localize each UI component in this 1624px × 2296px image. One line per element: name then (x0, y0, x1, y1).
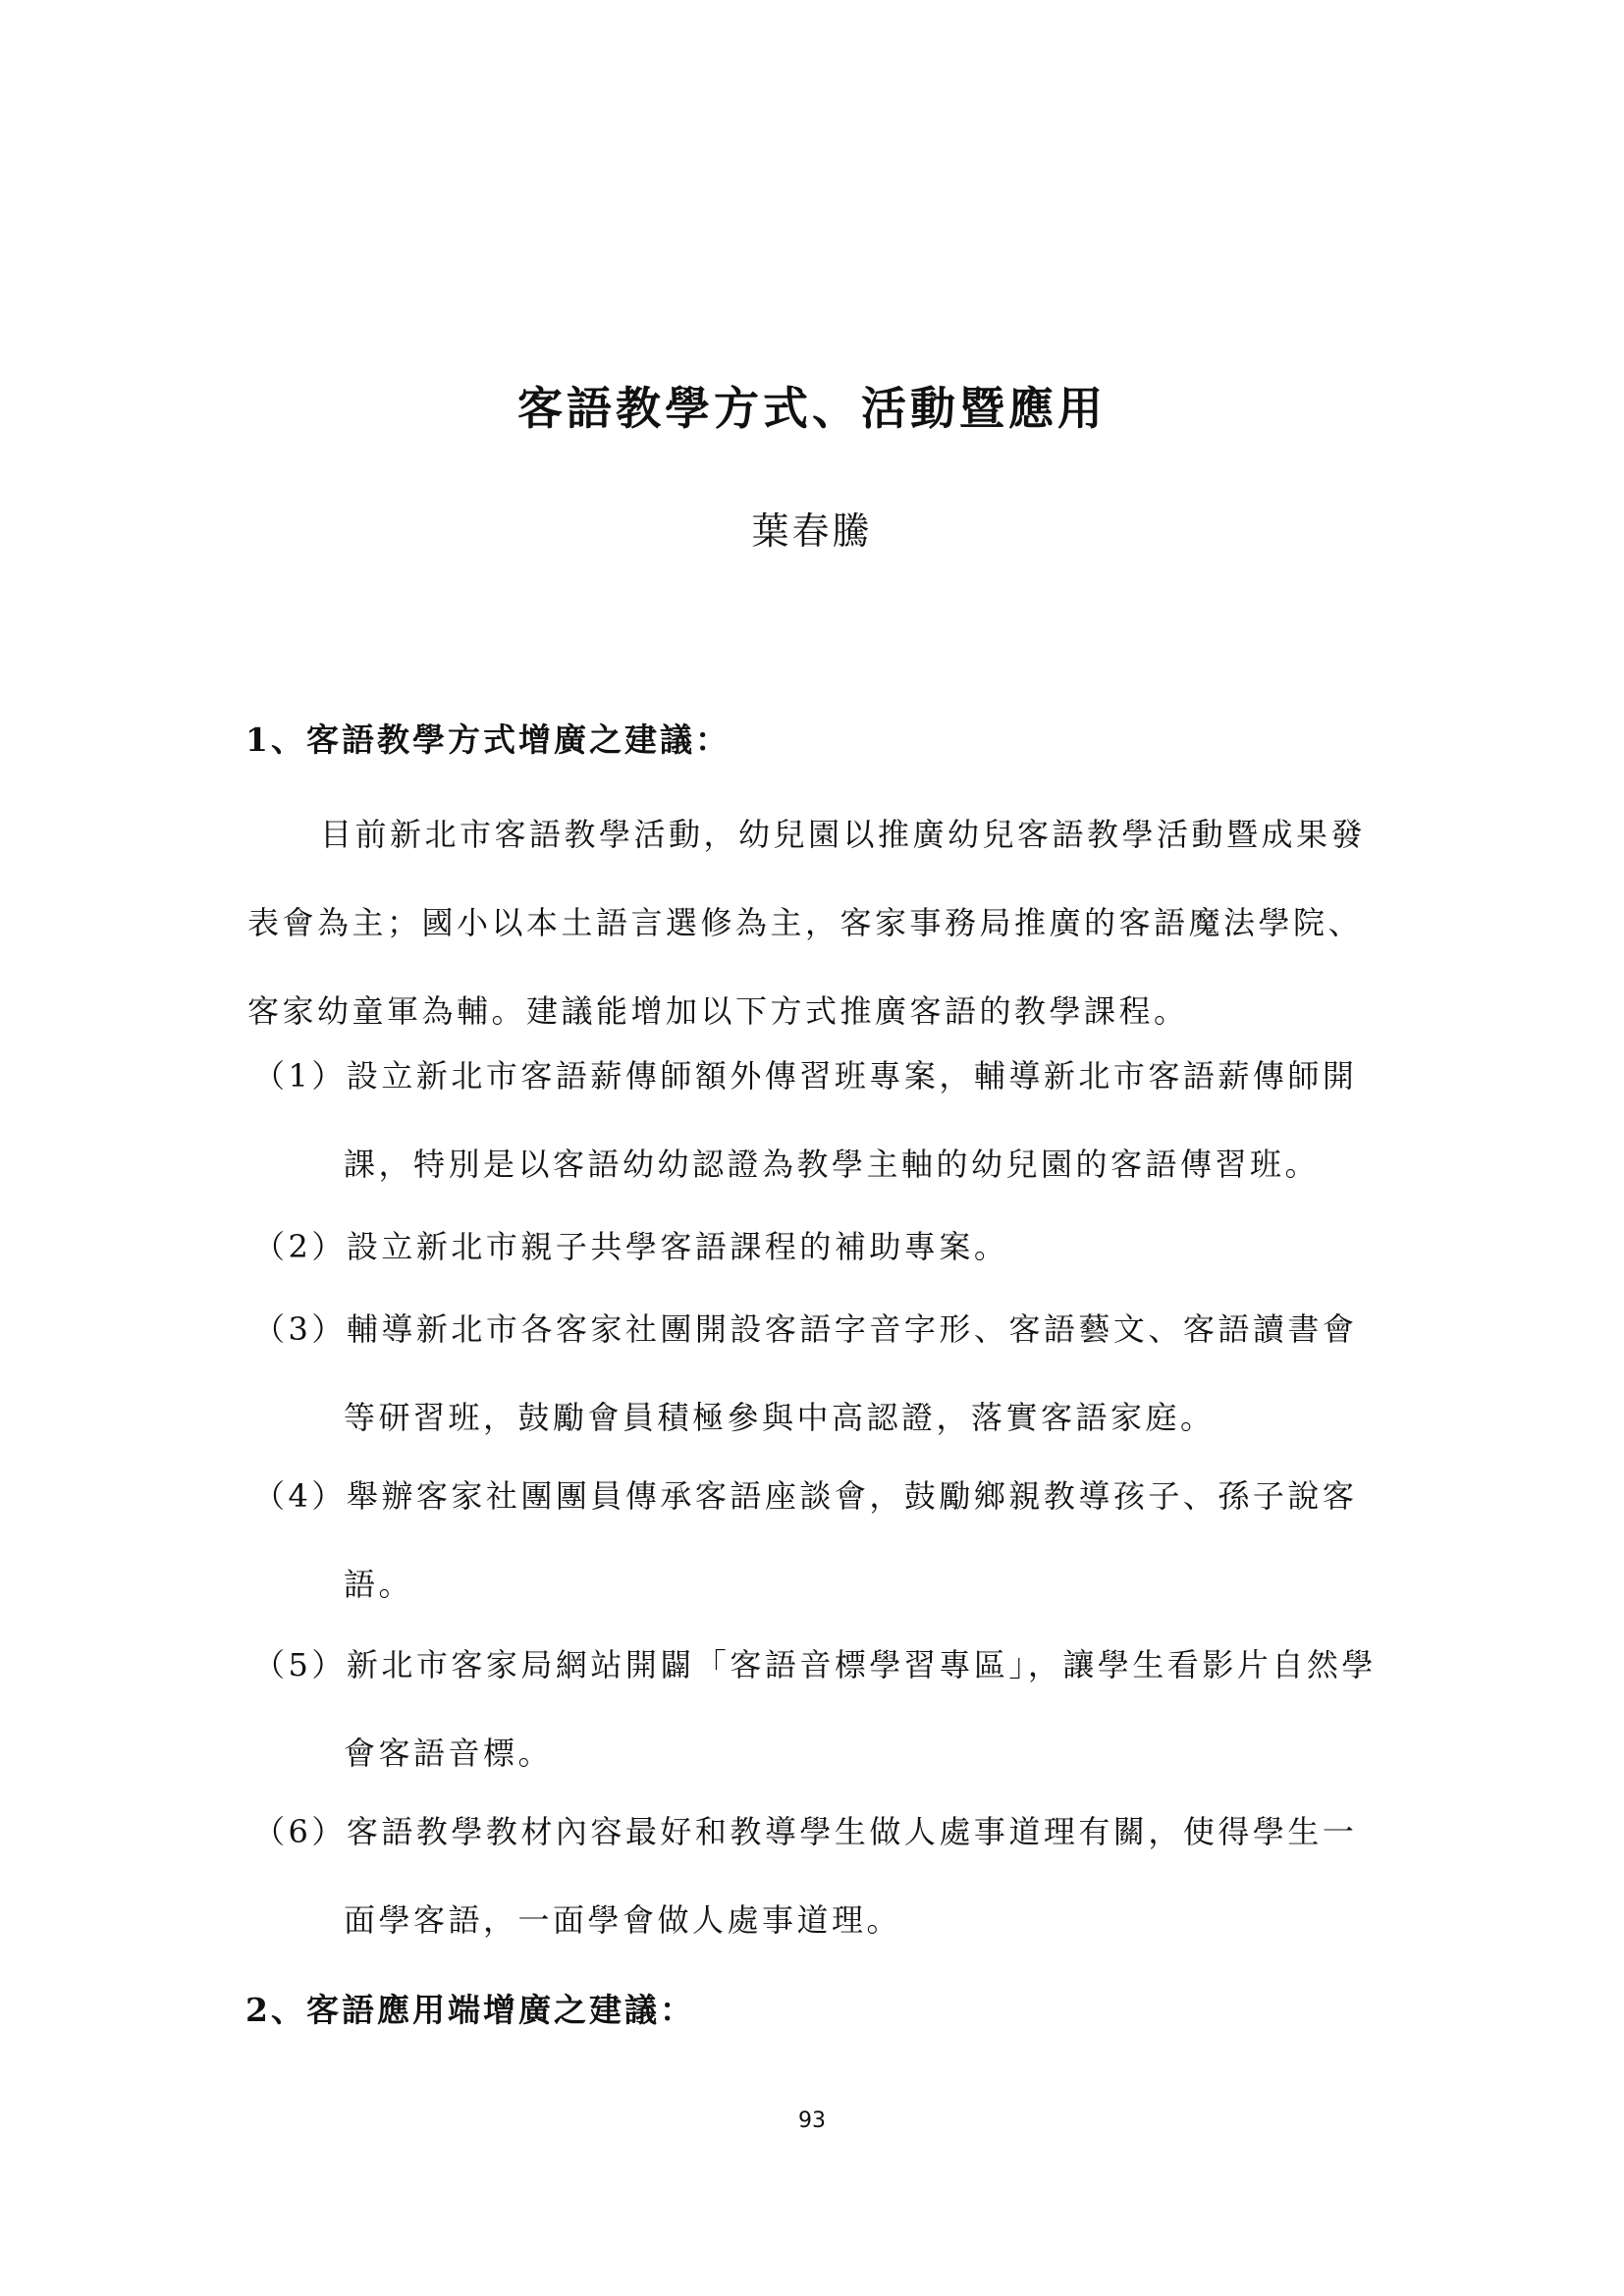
page-number: 93 (798, 2109, 826, 2133)
list-item-number: （6） (253, 1813, 347, 1850)
list-item-text: 新北市客家局網站開闢「客語音標學習專區」，讓學生看影片自然學 (346, 1646, 1377, 1683)
list-item-text: 輔導新北市各客家社團開設客語字音字形、客語藝文、客語讀書會 (346, 1310, 1358, 1348)
list-item-2 (253, 1223, 1392, 1270)
list-item-5 (253, 1641, 1392, 1777)
list-item-text: 面學客語，一面學會做人處事道理。 (344, 1901, 902, 1939)
paragraph-line: 表會為主；國小以本土語言選修為主，客家事務局推廣的客語魔法學院、 (247, 904, 1364, 941)
list-item-6 (253, 1808, 1392, 1944)
list-item-text: 設立新北市客語薪傳師額外傳習班專案，輔導新北市客語薪傳師開 (346, 1057, 1358, 1095)
list-item-number: （5） (253, 1646, 347, 1683)
list-item-number: （3） (253, 1310, 347, 1348)
paragraph-line: 目前新北市客語教學活動，幼兒園以推廣幼兒客語教學活動暨成果發 (320, 816, 1367, 853)
author-name: 葉春騰 (751, 509, 873, 553)
list-item-text: 舉辦客家社團團員傳承客語座談會，鼓勵鄉親教導孩子、孫子說客 (346, 1477, 1358, 1515)
list-item-number: （2） (253, 1228, 347, 1265)
list-item-3 (253, 1306, 1392, 1441)
list-item-text: 設立新北市親子共學客語課程的補助專案。 (346, 1228, 1009, 1265)
list-item-number: （4） (253, 1477, 347, 1515)
section-heading-1: 1、客語教學方式增廣之建議： (245, 721, 731, 759)
list-item-4 (253, 1472, 1392, 1608)
page-title: 客語教學方式、活動暨應用 (517, 382, 1107, 435)
list-item-text: 課，特別是以客語幼幼認證為教學主軸的幼兒園的客語傳習班。 (344, 1146, 1321, 1183)
intro-paragraph (247, 811, 1386, 1076)
list-item-1 (253, 1052, 1392, 1188)
list-item-text: 等研習班，鼓勵會員積極參與中高認證，落實客語家庭。 (344, 1399, 1216, 1436)
paragraph-line: 客家幼童軍為輔。建議能增加以下方式推廣客語的教學課程。 (247, 992, 1189, 1030)
section-heading-2: 2、客語應用端增廣之建議： (245, 1991, 695, 2029)
list-item-number: （1） (253, 1057, 347, 1095)
list-item-text: 語。 (344, 1566, 414, 1603)
list-item-text: 會客語音標。 (344, 1735, 554, 1772)
list-item-text: 客語教學教材內容最好和教導學生做人處事道理有關，使得學生一 (346, 1813, 1358, 1850)
